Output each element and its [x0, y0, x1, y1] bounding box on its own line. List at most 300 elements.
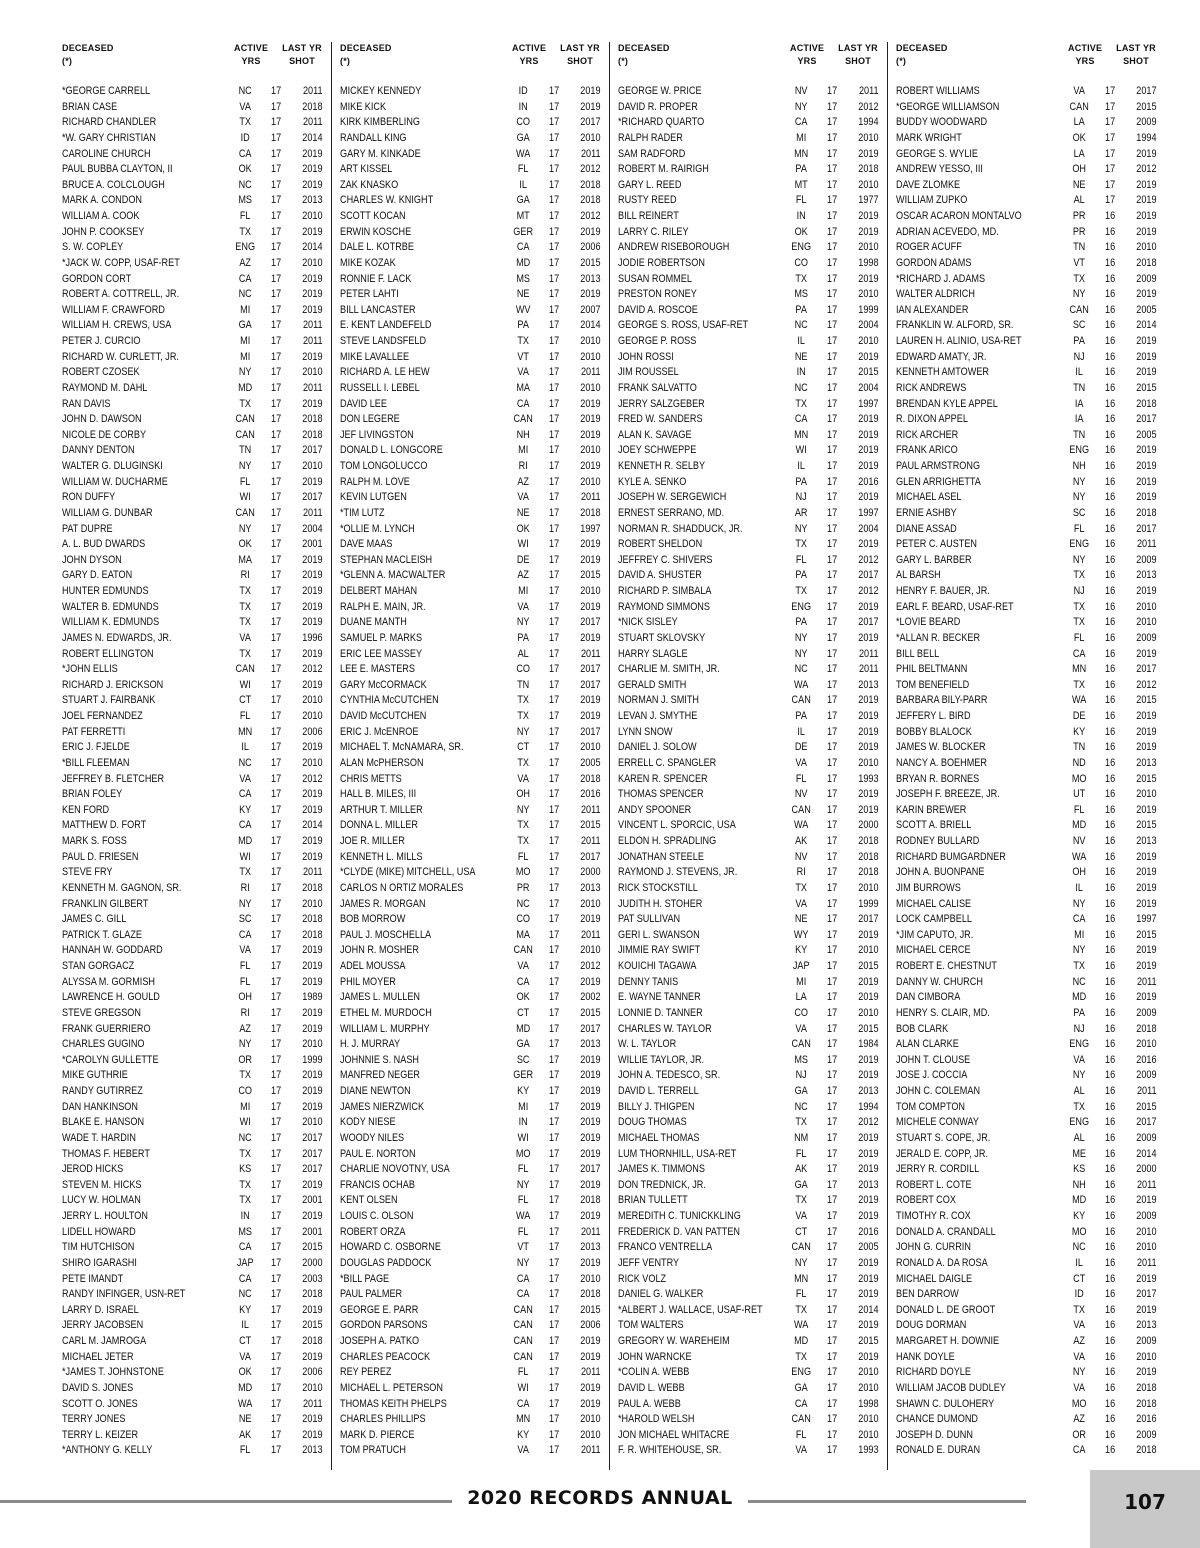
list-item [618, 1334, 880, 1350]
list-item [896, 772, 1158, 788]
active-years: 16 [1105, 1069, 1116, 1082]
shooter-name: FRANK GUERRIERO [62, 1022, 151, 1035]
active-years: 17 [1105, 194, 1116, 207]
active-years: 17 [271, 381, 282, 394]
shooter-name: WILLIAM K. EDMUNDS [62, 616, 160, 629]
last-year-shot: 2019 [858, 428, 879, 441]
state: NE [794, 350, 808, 363]
state: NY [516, 803, 530, 816]
state: CA [238, 928, 252, 941]
shooter-name: GEORGE P. ROSS [618, 335, 697, 347]
state: PA [517, 631, 529, 644]
state: AZ [1073, 1413, 1085, 1426]
active-years: 17 [549, 850, 560, 863]
list-item [62, 475, 324, 491]
state: CA [238, 1241, 252, 1254]
last-year-shot: 2019 [580, 413, 601, 426]
list-item [340, 553, 602, 569]
list-item [618, 147, 880, 163]
state: NY [238, 460, 252, 472]
last-year-shot: 1984 [858, 1038, 879, 1051]
shooter-name: ELDON H. SPRADLING [618, 835, 717, 847]
shooter-name: MIKE KICK [340, 100, 387, 113]
last-year-shot: 2004 [858, 522, 879, 535]
last-year-shot: 2010 [580, 1428, 601, 1441]
list-item [340, 1287, 602, 1303]
list-item [618, 287, 880, 303]
state: IN [796, 210, 806, 222]
list-item [618, 818, 880, 834]
state: NV [794, 850, 808, 863]
state: NY [238, 1038, 252, 1051]
shooter-name: RICHARD J. ERICKSON [62, 678, 164, 691]
last-year-shot: 2019 [580, 1116, 601, 1129]
state: VA [517, 600, 529, 613]
active-years: 17 [827, 1413, 838, 1426]
state: CT [517, 741, 530, 754]
shooter-name: STEVE LANDSFELD [340, 335, 427, 347]
shooter-name: WILLIAM H. CREWS, USA [62, 319, 172, 332]
state: PR [1072, 210, 1086, 222]
list-item [896, 1334, 1158, 1350]
list-item [340, 193, 602, 209]
shooter-name: MARK D. PIERCE [340, 1428, 415, 1441]
state: AZ [239, 1022, 251, 1035]
last-year-shot: 2018 [1136, 397, 1157, 410]
active-years: 17 [549, 1225, 560, 1238]
last-year-shot: 2002 [580, 991, 601, 1004]
active-years: 17 [827, 131, 838, 144]
shooter-name: FRANKLIN GILBERT [62, 897, 149, 910]
list-item [340, 850, 602, 866]
shooter-name: KOUICHI TAGAWA [618, 960, 697, 972]
state: NC [238, 288, 252, 301]
last-year-shot: 2017 [1136, 1116, 1157, 1129]
list-item [340, 225, 602, 241]
state: TX [1073, 600, 1085, 613]
state: PA [1073, 1006, 1085, 1019]
shooter-name: RANDALL KING [340, 131, 407, 144]
state: NY [1072, 1366, 1086, 1379]
column-divider [609, 42, 610, 1470]
last-year-shot: 2012 [580, 210, 601, 222]
shooter-name: WILLIAM ZUPKO [896, 194, 968, 207]
shooter-name: RAYMOND J. STEVENS, JR. [618, 866, 738, 879]
active-years: 17 [827, 569, 838, 582]
list-item [62, 397, 324, 413]
active-years: 17 [827, 803, 838, 816]
last-year-shot: 2010 [580, 444, 601, 457]
active-years: 17 [827, 1100, 838, 1113]
active-years: 16 [1105, 553, 1116, 566]
list-item [618, 772, 880, 788]
shooter-name: ROBERT E. CHESTNUT [896, 960, 997, 972]
shooter-name: RICHARD A. LE HEW [340, 366, 430, 379]
state: TX [239, 1147, 251, 1160]
state: MI [796, 131, 807, 144]
list-item [618, 1209, 880, 1225]
last-year-shot: 2019 [302, 1069, 323, 1082]
last-year-shot: 2010 [302, 710, 323, 722]
list-item [62, 537, 324, 553]
list-item [896, 850, 1158, 866]
shooter-name: PAUL ARMSTRONG [896, 460, 981, 472]
shooter-name: DANNY W. CHURCH [896, 975, 983, 988]
state: MO [1071, 772, 1087, 785]
shooter-name: JOHN ROSSI [618, 350, 674, 363]
shooter-name: STUART SKLOVSKY [618, 631, 706, 644]
shooter-name: SCOTT O. JONES [62, 1397, 138, 1410]
state: NE [794, 913, 808, 926]
last-year-shot: 2010 [1136, 600, 1157, 613]
state: PA [795, 163, 807, 176]
shooter-name: JIM ROUSSEL [618, 366, 679, 379]
state: TX [517, 835, 529, 847]
active-years: 16 [1105, 428, 1116, 441]
shooter-name: MICKEY KENNEDY [340, 85, 422, 97]
state: VA [1073, 1319, 1085, 1332]
deceased-header: DECEASED (*) [618, 43, 670, 66]
state: LA [1073, 116, 1085, 129]
list-item [340, 1084, 602, 1100]
active-years: 16 [1105, 663, 1116, 676]
shooter-name: MICHAEL L. PETERSON [340, 1381, 443, 1394]
shooter-name: ZAK KNASKO [340, 178, 399, 191]
list-item [618, 225, 880, 241]
active-years: 17 [827, 725, 838, 738]
active-years: 16 [1105, 1022, 1116, 1035]
shooter-name: DOUGLAS PADDOCK [340, 1256, 432, 1269]
active-years: 16 [1105, 1288, 1116, 1301]
active-years: 17 [827, 960, 838, 972]
last-year-shot: 2019 [1136, 803, 1157, 816]
shooter-name: LEVAN J. SMYTHE [618, 710, 698, 722]
last-year-shot: 2018 [580, 772, 601, 785]
state: CA [238, 788, 252, 801]
active-years: 17 [271, 1366, 282, 1379]
active-years: 17 [271, 600, 282, 613]
last-year-shot: 2019 [580, 553, 601, 566]
active-years: 16 [1105, 381, 1116, 394]
list-item [340, 1256, 602, 1272]
shooter-name: ROBERT ORZA [340, 1225, 406, 1238]
active-years: 17 [827, 1319, 838, 1332]
last-year-shot: 2019 [580, 1147, 601, 1160]
list-item [896, 287, 1158, 303]
last-year-shot: 2018 [1136, 1397, 1157, 1410]
list-item [896, 1428, 1158, 1444]
list-item [340, 740, 602, 756]
shooter-name: ROBERT CZOSEK [62, 366, 140, 379]
last-year-shot: 2013 [580, 881, 601, 894]
active-years: 17 [827, 678, 838, 691]
shooter-name: JOHN G. CURRIN [896, 1241, 971, 1254]
active-years: 17 [549, 585, 560, 597]
last-year-shot: 2012 [858, 585, 879, 597]
active-years: 16 [1105, 1163, 1116, 1176]
active-years: 16 [1105, 960, 1116, 972]
state: KY [239, 1303, 252, 1316]
shooter-name: RANDY INFINGER, USN-RET [62, 1288, 186, 1301]
last-year-shot: 2019 [302, 163, 323, 176]
list-item [62, 428, 324, 444]
active-years: 16 [1105, 944, 1116, 957]
last-year-shot: 2010 [858, 1366, 879, 1379]
last-year-shot: 2011 [302, 381, 323, 394]
list-item [618, 709, 880, 725]
list-item [618, 397, 880, 413]
state: MS [516, 272, 531, 285]
state: PA [795, 475, 807, 488]
last-year-shot: 1998 [858, 256, 879, 269]
active-years: 17 [549, 553, 560, 566]
state: KS [1073, 1163, 1086, 1176]
active-years: 16 [1105, 585, 1116, 597]
list-item [62, 881, 324, 897]
state: MD [1072, 991, 1087, 1004]
active-years: 17 [549, 819, 560, 832]
state: NY [516, 1256, 530, 1269]
last-year-shot: 2019 [302, 1210, 323, 1222]
last-year-shot: 2000 [858, 819, 879, 832]
last-year-shot: 2010 [858, 944, 879, 957]
list-item [62, 959, 324, 975]
active-years: 17 [271, 788, 282, 801]
active-years: 17 [827, 616, 838, 629]
list-item [896, 1365, 1158, 1381]
active-years-header: ACTIVE YRS [790, 43, 825, 66]
state: OR [238, 1053, 253, 1066]
active-years: 17 [549, 1319, 560, 1332]
shooter-name: MARK WRIGHT [896, 131, 962, 144]
shooter-name: JAMES C. GILL [62, 913, 127, 926]
last-year-shot: 2015 [302, 1241, 323, 1254]
state: CT [517, 1006, 530, 1019]
list-item [618, 912, 880, 928]
active-years: 16 [1105, 506, 1116, 519]
active-years: 17 [827, 116, 838, 129]
active-years: 17 [271, 538, 282, 551]
shooter-name: JOSEPH F. BREEZE, JR. [896, 788, 1000, 801]
shooter-name: *JAMES T. JOHNSTONE [62, 1366, 164, 1379]
last-year-shot: 2017 [302, 444, 323, 457]
list-item [340, 350, 602, 366]
last-year-shot: 2010 [580, 335, 601, 347]
shooter-name: TOM PRATUCH [340, 1444, 406, 1457]
last-year-shot: 2019 [302, 475, 323, 488]
list-item [896, 131, 1158, 147]
list-item [896, 1068, 1158, 1084]
state: WI [239, 491, 251, 504]
list-item [618, 490, 880, 506]
active-years: 16 [1105, 1225, 1116, 1238]
shooter-name: DAVID A. SHUSTER [618, 569, 702, 582]
shooter-name: FREDERICK D. VAN PATTEN [618, 1225, 740, 1238]
state: NJ [1073, 350, 1085, 363]
last-year-shot: 2019 [580, 460, 601, 472]
state: AL [517, 647, 529, 660]
state: DE [516, 553, 530, 566]
last-year-shot: 2000 [580, 866, 601, 879]
list-item [618, 412, 880, 428]
active-years: 17 [271, 1428, 282, 1441]
shooter-name: BRYAN R. BORNES [896, 772, 980, 785]
last-year-shot: 2011 [580, 803, 601, 816]
last-year-shot: 2018 [302, 100, 323, 113]
shooter-name: ADRIAN ACEVEDO, MD. [896, 225, 999, 238]
list-item [896, 1381, 1158, 1397]
active-years: 17 [549, 100, 560, 113]
active-years: 17 [271, 631, 282, 644]
state: ENG [1069, 538, 1090, 551]
state: AK [239, 1428, 252, 1441]
state: VA [1073, 1381, 1085, 1394]
last-year-shot: 2019 [1136, 350, 1157, 363]
active-years: 16 [1105, 1085, 1116, 1097]
shooter-name: RICHARD P. SIMBALA [618, 585, 712, 597]
active-years: 16 [1105, 288, 1116, 301]
state: ENG [1069, 1116, 1090, 1129]
shooter-name: HANK DOYLE [896, 1350, 955, 1363]
list-item [896, 615, 1158, 631]
list-item [618, 1272, 880, 1288]
shooter-name: *ALLAN R. BECKER [896, 631, 981, 644]
state: CAN [513, 944, 533, 957]
state: IL [797, 460, 805, 472]
column-1 [62, 42, 324, 1459]
active-years: 17 [271, 272, 282, 285]
list-item [62, 1256, 324, 1272]
state: LA [1073, 147, 1085, 160]
list-item [340, 959, 602, 975]
active-years: 17 [549, 1178, 560, 1191]
last-year-shot: 2014 [302, 131, 323, 144]
state: TX [239, 616, 251, 629]
last-year-shot: 2019 [1136, 444, 1157, 457]
state: IL [797, 725, 805, 738]
state: KY [517, 1428, 530, 1441]
last-year-shot: 1996 [302, 631, 323, 644]
shooter-name: MEREDITH C. TUNICKKLING [618, 1210, 741, 1222]
list-item [618, 1037, 880, 1053]
state: FL [1073, 803, 1085, 816]
active-years: 16 [1105, 569, 1116, 582]
active-years: 17 [827, 788, 838, 801]
state: VA [795, 897, 807, 910]
shooter-name: BILLY J. THIGPEN [618, 1100, 695, 1113]
state: OH [516, 788, 531, 801]
state: FL [239, 960, 251, 972]
state: RI [240, 881, 250, 894]
shooter-name: MICHAEL JETER [62, 1350, 134, 1363]
shooter-name: WILLIAM JACOB DUDLEY [896, 1381, 1006, 1394]
active-years: 17 [1105, 163, 1116, 176]
active-years: 17 [549, 616, 560, 629]
last-year-shot: 2009 [1136, 631, 1157, 644]
state: SC [1072, 319, 1086, 332]
state: NE [238, 1413, 252, 1426]
state: NM [794, 1131, 809, 1144]
active-years: 17 [549, 647, 560, 660]
shooter-name: ALAN K. SAVAGE [618, 428, 692, 441]
shooter-name: JUDITH H. STOHER [618, 897, 703, 910]
page-number-box [1090, 1470, 1200, 1548]
last-year-shot: 2015 [580, 1006, 601, 1019]
active-years: 17 [549, 1335, 560, 1347]
active-years: 17 [271, 678, 282, 691]
list-item [896, 912, 1158, 928]
state: TX [1073, 960, 1085, 972]
active-years: 17 [271, 694, 282, 707]
shooter-name: MATTHEW D. FORT [62, 819, 147, 832]
last-year-shot: 2019 [858, 460, 879, 472]
list-item [896, 553, 1158, 569]
shooter-name: BOBBY BLALOCK [896, 725, 972, 738]
active-years: 16 [1105, 1210, 1116, 1222]
shooter-name: DAVID L. TERRELL [618, 1085, 699, 1097]
state: MD [516, 1022, 531, 1035]
list-item [340, 1397, 602, 1413]
state: TX [1073, 616, 1085, 629]
state: MD [794, 1335, 809, 1347]
list-item [62, 287, 324, 303]
shooter-name: WALTER ALDRICH [896, 288, 975, 301]
list-item [618, 1193, 880, 1209]
list-item [340, 178, 602, 194]
last-year-shot: 2019 [1136, 225, 1157, 238]
shooter-name: DONALD L. LONGCORE [340, 444, 443, 457]
active-years: 17 [827, 631, 838, 644]
column-header [618, 42, 880, 84]
shooter-name: BEN DARROW [896, 1288, 959, 1301]
last-year-shot: 2019 [302, 741, 323, 754]
footer-title: 2020 RECORDS ANNUAL [467, 1487, 733, 1509]
state: FL [239, 1444, 251, 1457]
list-item [340, 709, 602, 725]
active-years: 17 [827, 1006, 838, 1019]
shooter-name: KENNETH AMTOWER [896, 366, 989, 379]
last-year-shot: 2016 [858, 1225, 879, 1238]
active-years: 17 [549, 256, 560, 269]
active-years: 17 [271, 1288, 282, 1301]
list-item [62, 943, 324, 959]
list-item [896, 881, 1158, 897]
last-year-shot: 2010 [302, 1381, 323, 1394]
state: MA [516, 381, 531, 394]
state: CA [794, 413, 808, 426]
list-item [62, 850, 324, 866]
last-year-shot: 2019 [1136, 881, 1157, 894]
list-item [896, 490, 1158, 506]
state: AZ [517, 475, 529, 488]
shooter-name: JOSEPH A. PATKO [340, 1335, 420, 1347]
state: FL [517, 1194, 529, 1207]
last-year-shot: 2017 [1136, 85, 1157, 97]
shooter-name: PETER LAHTI [340, 288, 399, 301]
last-year-shot: 2017 [1136, 1288, 1157, 1301]
state: MN [516, 1413, 531, 1426]
shooter-name: TOM BENEFIELD [896, 678, 970, 691]
state: AL [1073, 194, 1085, 207]
active-years: 17 [271, 850, 282, 863]
last-year-shot: 2006 [302, 725, 323, 738]
state: VA [239, 100, 251, 113]
state: CAN [513, 1319, 533, 1332]
list-item [896, 803, 1158, 819]
active-years: 17 [827, 1241, 838, 1254]
shooter-name: RALPH E. MAIN, JR. [340, 600, 426, 613]
last-year-shot: 2011 [1136, 1178, 1157, 1191]
